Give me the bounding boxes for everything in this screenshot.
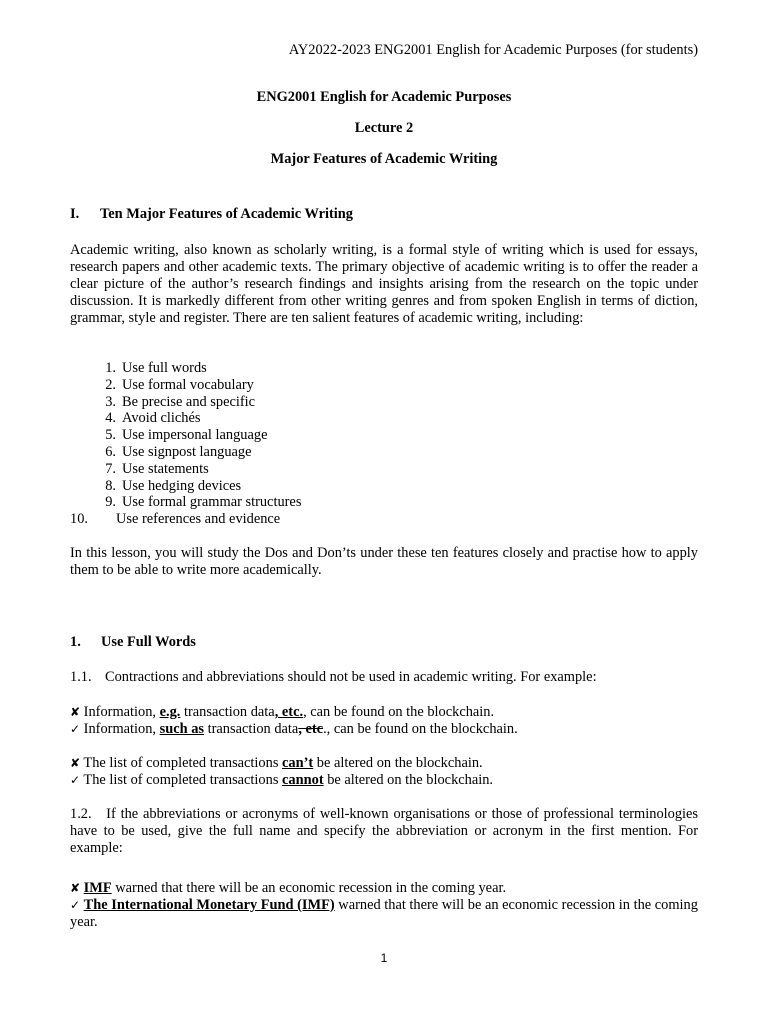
point-1-1: 1.1. Contractions and abbreviations should not be used in academic writing. For example: — [70, 669, 597, 685]
cross-icon: ✘ — [70, 881, 81, 895]
course-title: ENG2001 English for Academic Purposes — [256, 89, 512, 105]
feature-title: Use Full Words — [101, 634, 196, 650]
list-item: 4. Avoid clichés — [105, 410, 201, 427]
example-wrong: ✘ Information, e.g. transaction data, etc., can be found on the blockchain. — [70, 704, 495, 720]
check-icon: ✓ — [70, 773, 81, 787]
list-item: 8. Use hedging devices — [105, 477, 242, 494]
cross-icon: ✘ — [70, 705, 81, 719]
section-title: Ten Major Features of Academic Writing — [100, 206, 354, 222]
example-correct: ✓ The International Monetary Fund (IMF) warned that there will be an economic recession in the coming year. — [70, 897, 698, 930]
running-header: AY2022-2023 ENG2001 English for Academic Purposes (for students) — [288, 42, 698, 58]
list-item: 9. Use formal grammar structures — [105, 494, 302, 511]
check-icon: ✓ — [70, 722, 81, 736]
list-item: 1. Use full words — [105, 360, 207, 376]
example-correct: ✓ The list of completed transactions cannot be altered on the blockchain. — [70, 772, 494, 788]
list-item: 7. Use statements — [105, 460, 209, 477]
lecture-topic: Major Features of Academic Writing — [270, 151, 498, 167]
features-list — [70, 360, 301, 528]
list-item: 2. Use formal vocabulary — [105, 376, 254, 393]
list-item: 5. Use impersonal language — [105, 427, 268, 444]
check-icon: ✓ — [70, 898, 81, 912]
point-1-2: 1.2. If the abbreviations or acronyms of well-known organisations or those of professional terminologies have to be used, give the full name and specify the abbreviation or acronym in the first mention. For example: — [70, 806, 699, 856]
example-correct: ✓ Information, such as transaction data, etc., can be found on the blockchain. — [70, 721, 518, 737]
feature-heading — [70, 634, 196, 651]
intro-paragraph: Academic writing, also known as scholarly writing, is a formal style of writing which is used for essays, research papers and other academic texts. The primary objective of academic writing is to offer the reader a clear picture of the author’s research findings and insights arising from the research on the topic under discussion. It is markedly different from other writing genres and from spoken English in terms of diction, grammar, style and register. There are ten salient features of academic writing, including: — [70, 242, 698, 326]
section-heading — [70, 206, 353, 223]
page-number: 1 — [380, 951, 388, 965]
example-wrong: ✘ The list of completed transactions can’t be altered on the blockchain. — [70, 755, 483, 771]
cross-icon: ✘ — [70, 756, 81, 770]
example-wrong: ✘ IMF warned that there will be an economic recession in the coming year. — [70, 880, 507, 896]
list-item: 3. Be precise and specific — [105, 393, 256, 410]
list-item: 6. Use signpost language — [105, 443, 252, 460]
closing-paragraph: In this lesson, you will study the Dos and Don’ts under these ten features closely and practise how to apply them to be able to write more academically. — [70, 545, 698, 578]
list-item: 10. Use references and evidence — [70, 511, 281, 528]
feature-number: 1. — [70, 634, 81, 650]
section-number: I. — [70, 206, 80, 222]
lecture-number: Lecture 2 — [354, 120, 414, 136]
